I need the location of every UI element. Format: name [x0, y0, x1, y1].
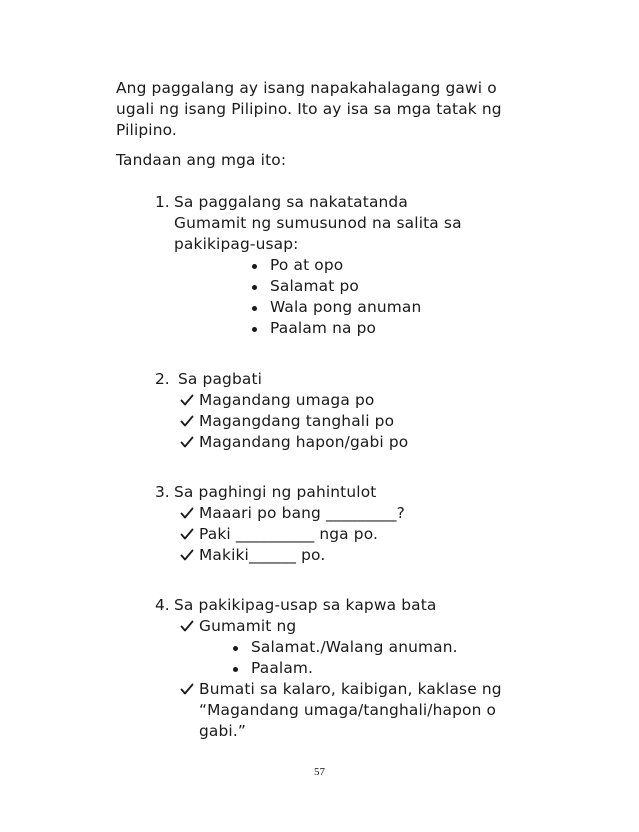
checkmark-icon	[180, 435, 194, 449]
section-4-item-2-line-3: gabi.”	[199, 722, 247, 740]
checkmark-icon	[180, 527, 194, 541]
intro-line-1: Ang paggalang ay isang napakahalagang gawi o	[116, 79, 497, 97]
checkmark-icon	[180, 393, 194, 407]
section-2-item: Magandang hapon/gabi po	[199, 433, 409, 451]
checkmark-icon	[180, 414, 194, 428]
bullet-icon	[252, 306, 257, 311]
section-3-item: Paki __________ nga po.	[199, 525, 379, 543]
section-1-desc-line-1: Gumamit ng sumusunod na salita sa	[174, 214, 462, 232]
section-3-title: Sa paghingi ng pahintulot	[174, 483, 377, 501]
section-2-title: Sa pagbati	[178, 370, 263, 388]
bullet-icon	[252, 264, 257, 269]
section-4-title: Sa pakikipag-usap sa kapwa bata	[174, 596, 437, 614]
section-3-item: Makiki______ po.	[199, 546, 326, 564]
section-2-number: 2.	[155, 370, 170, 388]
remember-heading: Tandaan ang mga ito:	[116, 151, 287, 169]
checkmark-icon	[180, 682, 194, 696]
section-2-item: Magandang umaga po	[199, 391, 375, 409]
section-4-item-2-line-2: “Magandang umaga/tanghali/hapon o	[199, 701, 497, 719]
section-1-item: Paalam na po	[270, 319, 377, 337]
section-3-item: Maaari po bang _________?	[199, 504, 405, 522]
section-2-item: Magangdang tanghali po	[199, 412, 395, 430]
section-4-item-2-line-1: Bumati sa kalaro, kaibigan, kaklase ng	[199, 680, 502, 698]
page-number: 57	[314, 766, 325, 778]
section-1-desc-line-2: pakikipag-usap:	[174, 235, 299, 253]
bullet-icon	[252, 285, 257, 290]
checkmark-icon	[180, 619, 194, 633]
section-4-subitem: Salamat./Walang anuman.	[251, 638, 458, 656]
section-4-subitem: Paalam.	[251, 659, 314, 677]
bullet-icon	[252, 327, 257, 332]
bullet-icon	[233, 667, 238, 672]
checkmark-icon	[180, 506, 194, 520]
section-1-item: Salamat po	[270, 277, 359, 295]
section-1-item: Po at opo	[270, 256, 344, 274]
intro-line-3: Pilipino.	[116, 121, 177, 139]
intro-line-2: ugali ng isang Pilipino. Ito ay isa sa mga tatak ng	[116, 100, 502, 118]
section-1-item: Wala pong anuman	[270, 298, 422, 316]
section-4-number: 4.	[155, 596, 170, 614]
section-4-item-1: Gumamit ng	[199, 617, 297, 635]
bullet-icon	[233, 646, 238, 651]
section-1-title: Sa paggalang sa nakatatanda	[174, 193, 408, 211]
checkmark-icon	[180, 548, 194, 562]
section-3-number: 3.	[155, 483, 170, 501]
section-1-number: 1.	[155, 193, 170, 211]
